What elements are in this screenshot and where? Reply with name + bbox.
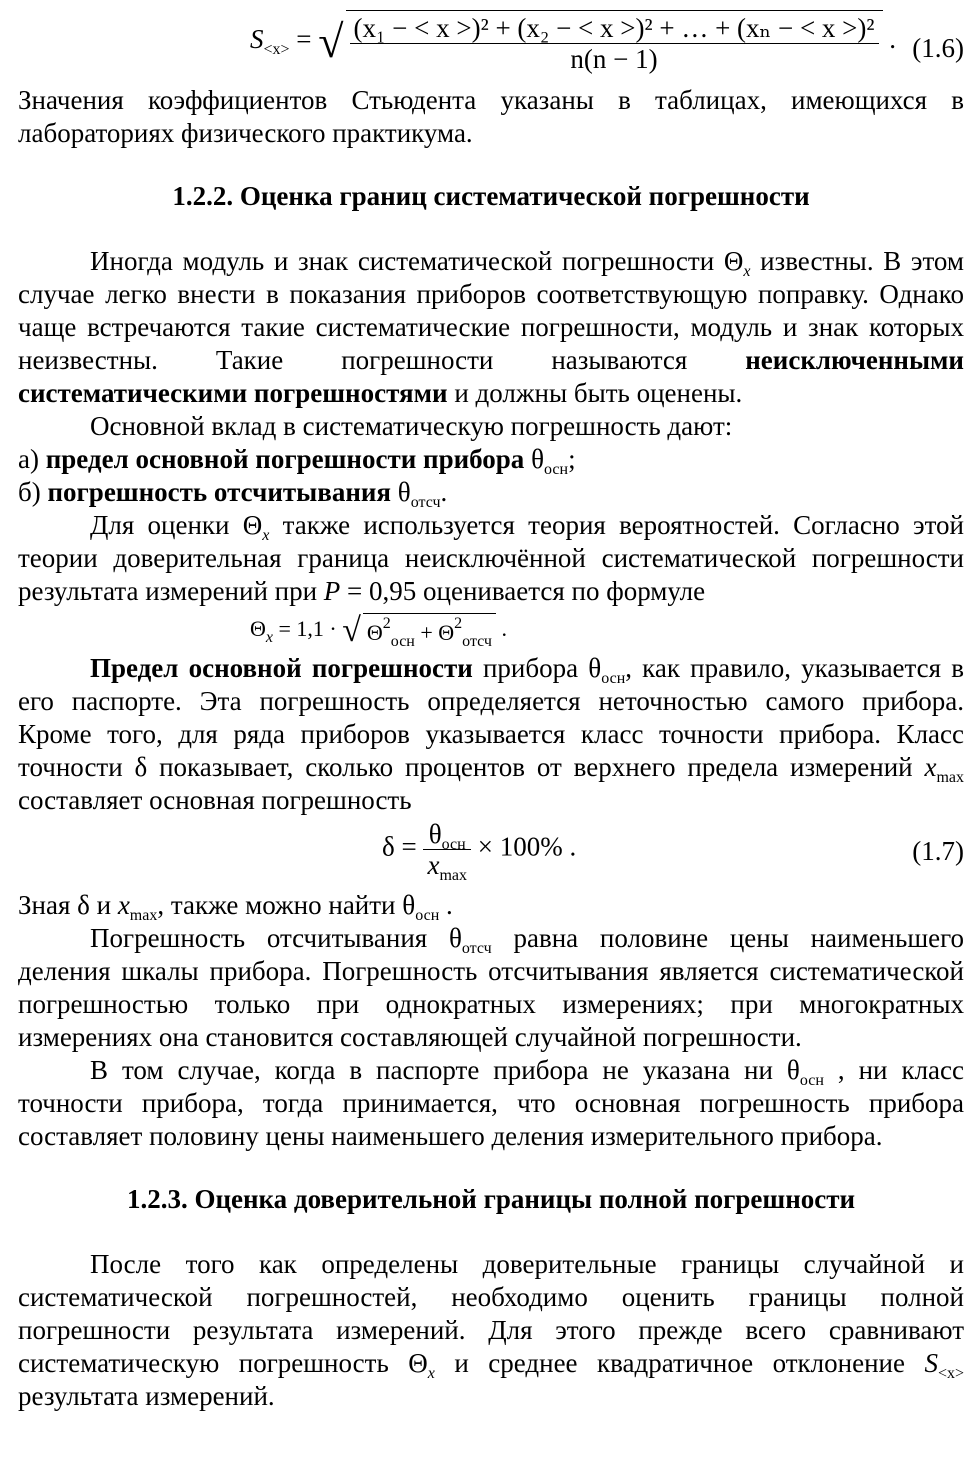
subscript: x	[427, 1365, 435, 1382]
paragraph-knowing-delta	[18, 889, 964, 922]
symbol: Θ	[438, 620, 455, 645]
subscript: отсч	[410, 494, 441, 511]
operator: +	[414, 620, 439, 645]
symbol: θ	[391, 477, 411, 507]
text-run: прибора θ	[472, 653, 602, 683]
subscript: x	[262, 527, 270, 544]
text-run: также используется теория вероятностей. Согласно этой теории доверительная граница неисключённой систематической погрешности результата измерений при	[18, 510, 964, 606]
subscript: x	[265, 629, 273, 647]
bold-term: Предел основной погрешности	[90, 653, 473, 683]
list-item-b	[18, 476, 964, 509]
radicand	[363, 613, 496, 649]
subscript: осн	[601, 670, 626, 687]
equation-number: (1.7)	[912, 836, 964, 866]
subscript: max	[439, 867, 467, 884]
bold-term: погрешность отсчитывания	[47, 477, 392, 507]
sqrt-icon: √	[342, 612, 361, 649]
text-run: известны. В этом случае легко внести в показания приборов соответствующую поправку. Однако чаще встречаются такие систематические погрешности, модуль и знак которых неизвестны. Такие погрешности называются	[18, 246, 964, 375]
punct: ;	[568, 444, 576, 474]
symbol: x	[117, 890, 130, 920]
superscript: 2	[454, 615, 463, 632]
formula-fraction	[423, 819, 471, 884]
superscript: 2	[382, 615, 391, 632]
symbol: P	[323, 576, 341, 606]
formula-tail: .	[889, 24, 896, 55]
subscript: отсч	[462, 633, 492, 650]
paragraph-reading-error	[18, 922, 964, 1054]
symbol: Θ	[250, 616, 266, 642]
bold-term: предел основной погрешности прибора	[45, 444, 525, 474]
formula-1-6-body	[250, 10, 964, 74]
subscript: max	[129, 907, 158, 924]
text-run: Зная δ и	[18, 890, 118, 920]
text-run: результата измерений.	[18, 1381, 275, 1411]
symbol: θ	[428, 819, 442, 849]
paragraph-passport	[18, 1054, 964, 1153]
formula-denominator	[423, 850, 471, 884]
punct: .	[440, 477, 448, 507]
list-marker: б)	[18, 477, 48, 507]
list-item-a	[18, 443, 964, 476]
subscript: max	[936, 769, 964, 786]
subscript: осн	[390, 633, 415, 650]
section-heading-1-2-3: 1.2.3. Оценка доверительной границы полной погрешности	[126, 1184, 856, 1214]
subscript: осн	[544, 461, 569, 478]
text-run: и должны быть оценены.	[447, 378, 743, 408]
formula-theta-x	[18, 608, 964, 652]
subscript: осн	[415, 907, 440, 924]
symbol: Θ	[366, 620, 383, 645]
text-run: , ни класс точности прибора, тогда принимается, что основная погрешность прибора составляет половину цены наименьшего деления измерительного прибора.	[18, 1055, 964, 1151]
text-run: В том случае, когда в паспорте прибора не указана ни θ	[90, 1055, 800, 1085]
symbol: δ =	[382, 831, 417, 862]
text-run: Иногда модуль и знак систематической погрешности Θ	[90, 246, 744, 276]
symbol: x	[924, 752, 937, 782]
formula-1-7	[18, 817, 964, 889]
paragraph-main-contribution: Основной вклад в систематическую погрешность дают:	[90, 411, 733, 441]
text-run: После того как определены доверительные границы случайной и систематической погрешностей, необходимо оценить границы полной погрешности результата измерений. Для этого прежде всего сравнивают систематическую погрешность Θ	[18, 1249, 964, 1378]
paragraph-student: Значения коэффициентов Стьюдента указаны в таблицах, имеющихся в лабораториях физического практикума.	[18, 85, 964, 148]
formula-1-7-body	[382, 819, 964, 884]
text-run: равна половине цены наименьшего деления шкалы прибора. Погрешность отсчитывания является систематической погрешностью только при однократных измерениях; при многократных измерениях она становится составляющей случайной погрешности.	[18, 923, 964, 1052]
paragraph-probability	[18, 509, 964, 608]
document-page	[18, 0, 964, 1413]
punct: .	[495, 616, 507, 642]
formula-1-6	[18, 4, 964, 84]
list-marker: а)	[18, 444, 46, 474]
bold-term: неисключенными систематическими погрешностями	[18, 345, 964, 408]
text-run: и среднее квадратичное отклонение	[434, 1348, 925, 1378]
subscript: осн	[441, 836, 466, 853]
formula-denominator: n(n − 1)	[570, 44, 658, 74]
formula-fraction	[346, 10, 883, 74]
paragraph-basic-error-limit	[18, 652, 964, 817]
symbol: x	[427, 850, 440, 880]
subscript: осн	[799, 1072, 824, 1089]
paragraph-total-error	[18, 1248, 964, 1413]
text-run: Для оценки Θ	[90, 510, 263, 540]
formula-equals: =	[296, 24, 312, 55]
formula-theta-body	[250, 608, 964, 654]
formula-symbol-s: S	[250, 24, 264, 55]
subscript: x	[743, 263, 751, 280]
paragraph-systematic	[18, 245, 964, 410]
text-run: , как правило, указывается в его паспорте. Эта погрешность определяется неточностью самого прибора. Кроме того, для ряда приборов указывается класс точности прибора. Класс точности δ показывает, сколько процентов от верхнего предела измерений	[18, 653, 964, 782]
subscript: <x>	[937, 1365, 964, 1382]
equation-number: (1.6)	[912, 33, 964, 63]
text-run: .	[439, 890, 453, 920]
symbol: θ	[524, 444, 544, 474]
formula-numerator	[423, 819, 471, 853]
text-run: × 100% .	[470, 831, 577, 862]
sqrt-icon: √	[318, 16, 344, 67]
text-run: , также можно найти θ	[157, 890, 416, 920]
text-run: Погрешность отсчитывания θ	[90, 923, 462, 953]
formula-subscript: <x>	[263, 41, 290, 59]
formula-numerator: (x₁ − < x >)² + (x₂ − < x >)² + … + (xₙ − < x >)²	[350, 13, 879, 44]
text-run: составляет основная погрешность	[18, 785, 412, 815]
subscript: отсч	[461, 940, 492, 957]
text-run: = 1,1 ·	[273, 616, 343, 642]
symbol: S	[924, 1348, 938, 1378]
section-heading-1-2-2: 1.2.2. Оценка границ систематической погрешности	[172, 181, 810, 211]
text-run: = 0,95 оценивается по формуле	[340, 576, 706, 606]
